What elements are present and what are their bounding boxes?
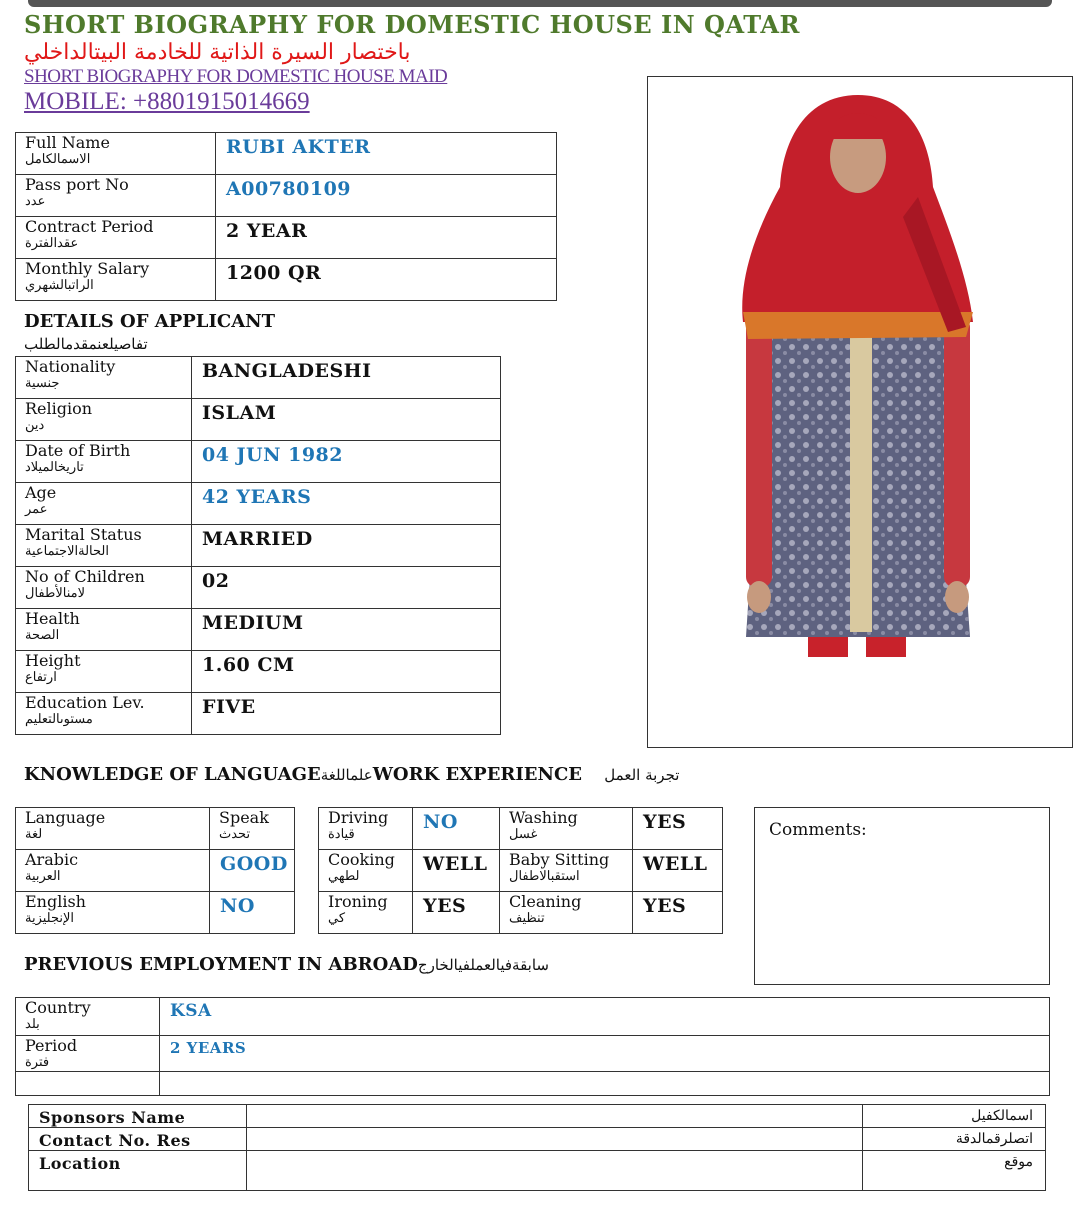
contract-period-value: 2 YEAR [216, 217, 557, 259]
contact-label: Contact No. Res [29, 1128, 247, 1151]
previous-employment-table [15, 997, 1050, 1096]
location-field[interactable] [247, 1151, 863, 1191]
height-value: 1.60 CM [192, 651, 501, 693]
washing-label: Washing غسل [500, 808, 633, 850]
ironing-label: Ironing كي [319, 892, 413, 934]
education-label: Education Lev. مستوىالتعليم [16, 693, 192, 735]
passport-value: A00780109 [216, 175, 557, 217]
location-label-arabic: موقع [1004, 1154, 1033, 1170]
driving-label: Driving قيادة [319, 808, 413, 850]
english-label: English الإنجليزية [16, 892, 210, 934]
children-value: 02 [192, 567, 501, 609]
contact-label-arabic: اتصلرقمالدقة [863, 1128, 1046, 1151]
mobile-number: MOBILE: +8801915014669 [24, 88, 310, 115]
details-table [15, 356, 501, 735]
previous-employment-heading: PREVIOUS EMPLOYMENT IN ABROADسابقةفيالعملفيالخارج [24, 954, 549, 975]
contact-field[interactable] [247, 1128, 863, 1151]
applicant-photo [648, 77, 1071, 746]
top-bar [28, 0, 1052, 7]
language-table [15, 807, 295, 934]
period-value: 2 YEARS [160, 1036, 1050, 1072]
washing-value: YES [633, 808, 723, 850]
height-label: Height ارتفاع [16, 651, 192, 693]
baby-sitting-label: Baby Sitting استقبالاطفال [500, 850, 633, 892]
age-value: 42 YEARS [192, 483, 501, 525]
dob-value: 04 JUN 1982 [192, 441, 501, 483]
period-label: Period فترة [16, 1036, 160, 1072]
nationality-label: Nationality جنسية [16, 357, 192, 399]
country-value: KSA [160, 998, 1050, 1036]
work-table [318, 807, 723, 934]
english-value: NO [210, 892, 295, 934]
sponsor-name-label: Sponsors Name [29, 1105, 247, 1128]
marital-value: MARRIED [192, 525, 501, 567]
empty-cell [160, 1072, 1050, 1096]
health-label: Health الصحة [16, 609, 192, 651]
children-label: No of Children لامنالأطفال [16, 567, 192, 609]
religion-value: ISLAM [192, 399, 501, 441]
country-label: Country بلد [16, 998, 160, 1036]
speak-header-label: Speak تحدث [210, 808, 295, 850]
cooking-value: WELL [413, 850, 500, 892]
applicant-photo-frame [647, 76, 1073, 748]
cleaning-label: Cleaning تنظيف [500, 892, 633, 934]
health-value: MEDIUM [192, 609, 501, 651]
salary-label: Monthly Salary الراتبالشهري [16, 259, 216, 301]
full-name-label: Full Name الاسمالكامل [16, 133, 216, 175]
arabic-value: GOOD [210, 850, 295, 892]
full-name-value: RUBI AKTER [216, 133, 557, 175]
cooking-label: Cooking لطهي [319, 850, 413, 892]
baby-sitting-value: WELL [633, 850, 723, 892]
cleaning-value: YES [633, 892, 723, 934]
location-label: Location [29, 1151, 247, 1191]
arabic-label: Arabic العربية [16, 850, 210, 892]
language-heading-arabic: علماللغة [320, 766, 373, 784]
nationality-value: BANGLADESHI [192, 357, 501, 399]
religion-label: Religion دين [16, 399, 192, 441]
sponsor-table [28, 1104, 1046, 1191]
salary-value: 1200 QR [216, 259, 557, 301]
details-heading-arabic: تفاصيلعنمقدمالطلب [24, 335, 148, 353]
marital-label: Marital Status الحالةالاجتماعية [16, 525, 192, 567]
page-title: SHORT BIOGRAPHY FOR DOMESTIC HOUSE IN QATAR [24, 10, 800, 39]
page-title-arabic: باختصار السيرة الذاتية للخادمة البيتالداخلي [24, 40, 411, 65]
skills-heading [24, 764, 679, 785]
sponsor-name-field[interactable] [247, 1105, 863, 1128]
comments-box [754, 807, 1050, 985]
work-heading: WORK EXPERIENCE [372, 764, 583, 785]
passport-label: Pass port No عدد [16, 175, 216, 217]
contract-table [15, 132, 557, 301]
education-value: FIVE [192, 693, 501, 735]
age-label: Age عمر [16, 483, 192, 525]
driving-value: NO [413, 808, 500, 850]
details-heading: DETAILS OF APPLICANT [24, 311, 276, 332]
dob-label: Date of Birth تاريخالميلاد [16, 441, 192, 483]
comments-label: Comments: [769, 820, 867, 840]
empty-cell [16, 1072, 160, 1096]
ironing-value: YES [413, 892, 500, 934]
language-heading: KNOWLEDGE OF LANGUAGE [24, 764, 321, 785]
work-heading-arabic: تجربة العمل [604, 766, 680, 784]
sponsor-name-label-arabic: اسمالكفيل [863, 1105, 1046, 1128]
language-header-label: Language لغة [16, 808, 210, 850]
page-subtitle: SHORT BIOGRAPHY FOR DOMESTIC HOUSE MAID [24, 66, 448, 87]
contract-period-label: Contract Period عقدالفترة [16, 217, 216, 259]
